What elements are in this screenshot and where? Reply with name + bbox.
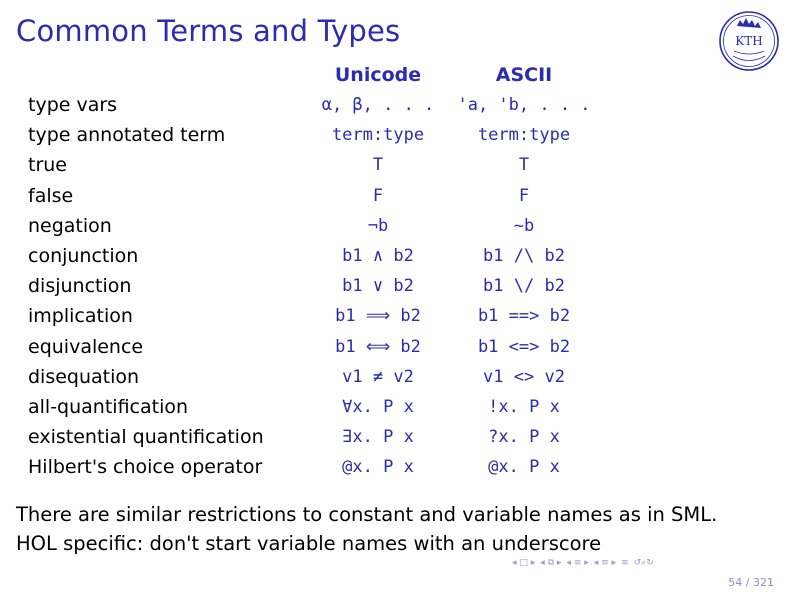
nav-search-icon[interactable]: ↺⌕↻ <box>633 558 654 568</box>
unicode-cell: b1 ⟺ b2 <box>335 336 421 357</box>
table-row <box>28 392 597 422</box>
logo-text: KTH <box>735 34 763 48</box>
table-row <box>28 332 597 362</box>
unicode-cell: b1 ∧ b2 <box>342 246 414 267</box>
row-label: all-quantification <box>28 395 189 418</box>
ascii-cell: 'a, 'b, . . . <box>457 95 591 116</box>
table-row <box>28 452 597 482</box>
ascii-cell: ~b <box>513 215 535 236</box>
ascii-cell: @x. P x <box>488 457 560 478</box>
table-row <box>28 362 597 392</box>
beamer-navigation <box>512 558 654 568</box>
unicode-cell: b1 ∨ b2 <box>342 276 414 297</box>
row-label: false <box>28 184 74 207</box>
row-label: Hilbert's choice operator <box>28 456 263 479</box>
unicode-cell: F <box>372 185 384 206</box>
row-label: true <box>28 154 67 177</box>
table-row <box>28 150 597 180</box>
ascii-cell: F <box>518 185 530 206</box>
ascii-cell: ?x. P x <box>488 427 560 448</box>
page-number: 54 / 321 <box>728 576 774 589</box>
ascii-cell: b1 <=> b2 <box>477 336 571 357</box>
kth-logo-icon <box>718 10 780 72</box>
unicode-cell: ∀x. P x <box>342 396 414 417</box>
nav-next-icon[interactable]: ◂ ≡ ▸ <box>593 558 617 568</box>
table-header-row <box>28 60 597 90</box>
table-row <box>28 181 597 211</box>
unicode-header: Unicode <box>334 64 422 86</box>
nav-section-icon[interactable]: ◂ ≡ ▸ <box>566 558 589 568</box>
nav-align-icon[interactable]: ≡ <box>621 558 629 568</box>
unicode-cell: term:type <box>331 125 425 146</box>
terms-table <box>28 60 597 482</box>
table-row <box>28 90 597 120</box>
unicode-cell: ¬b <box>367 215 389 236</box>
row-label: disjunction <box>28 275 132 298</box>
table-row <box>28 211 597 241</box>
table-row <box>28 422 597 452</box>
unicode-cell: b1 ⟹ b2 <box>335 306 421 327</box>
page-title: Common Terms and Types <box>16 14 401 48</box>
unicode-cell: T <box>372 155 384 176</box>
row-label: equivalence <box>28 335 144 358</box>
footer-line-1: There are similar restrictions to constant and variable names as in SML. <box>16 503 718 526</box>
footer-line-2: HOL specific: don't start variable names with an underscore <box>16 532 602 555</box>
row-label: negation <box>28 214 112 237</box>
unicode-cell: @x. P x <box>342 457 414 478</box>
ascii-header: ASCII <box>495 64 553 86</box>
unicode-cell: v1 ≠ v2 <box>342 366 414 387</box>
ascii-cell: T <box>518 155 530 176</box>
row-label: conjunction <box>28 245 139 268</box>
ascii-cell: b1 ==> b2 <box>477 306 571 327</box>
ascii-cell: v1 <> v2 <box>483 366 565 387</box>
table-row <box>28 120 597 150</box>
table-row <box>28 241 597 271</box>
nav-prev-icon[interactable]: ◂ ⧉ ▸ <box>540 558 562 568</box>
unicode-cell: α, β, . . . <box>321 95 435 116</box>
row-label: type vars <box>28 94 118 117</box>
row-label: implication <box>28 305 133 328</box>
ascii-cell: b1 \/ b2 <box>483 276 565 297</box>
nav-first-icon[interactable]: ◂ □ ▸ <box>512 558 536 568</box>
ascii-cell: !x. P x <box>488 396 560 417</box>
row-label: existential quantification <box>28 426 264 449</box>
table-row <box>28 301 597 331</box>
ascii-cell: term:type <box>477 125 571 146</box>
ascii-cell: b1 /\ b2 <box>483 246 565 267</box>
row-label: type annotated term <box>28 124 226 147</box>
table-row <box>28 271 597 301</box>
row-label: disequation <box>28 365 140 388</box>
footer-text <box>16 500 717 558</box>
unicode-cell: ∃x. P x <box>342 427 414 448</box>
